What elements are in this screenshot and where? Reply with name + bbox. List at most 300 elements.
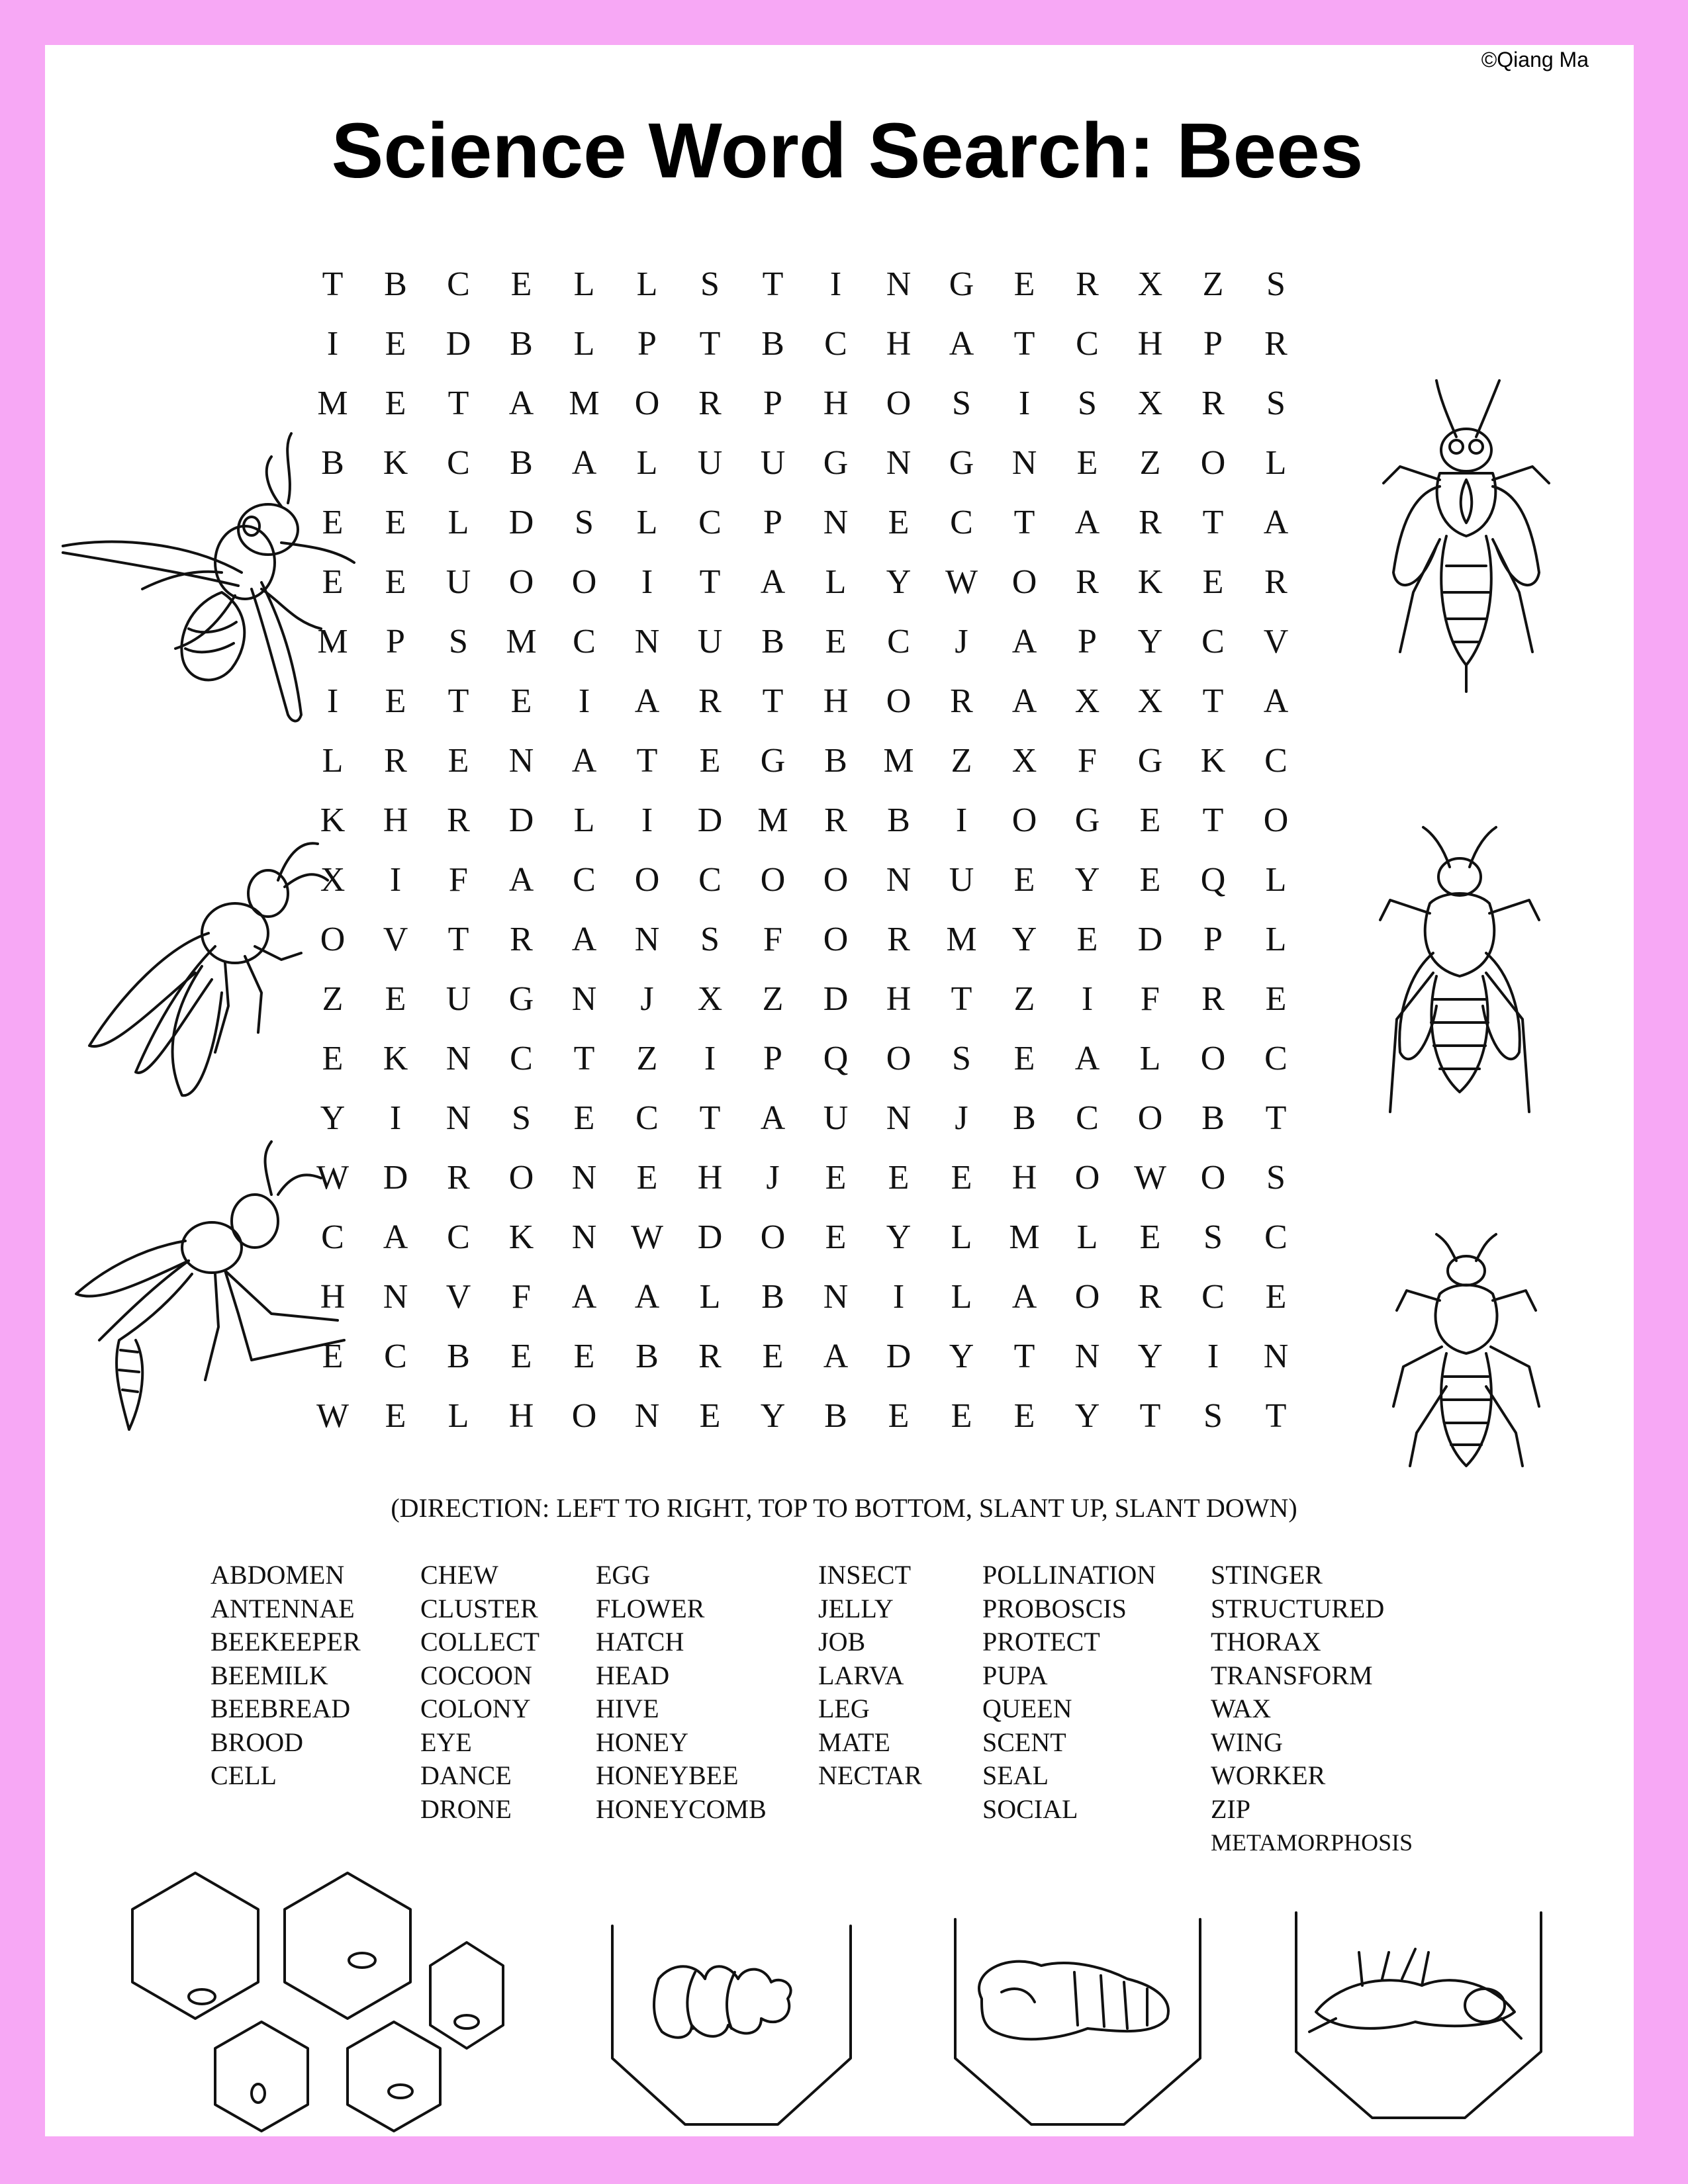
grid-letter: G (949, 444, 974, 482)
grid-letter: E (762, 1338, 784, 1375)
grid-row (301, 1267, 1307, 1327)
grid-letter: E (888, 1159, 910, 1197)
grid-letter: O (1011, 563, 1037, 601)
grid-letter: L (322, 742, 344, 780)
grid-letter: I (704, 1040, 716, 1077)
grid-letter: S (1266, 1159, 1286, 1197)
grid-letter: P (763, 385, 782, 422)
grid-letter: O (1200, 1040, 1226, 1077)
grid-letter: O (1074, 1159, 1100, 1197)
page-title: Science Word Search: Bees (331, 107, 1364, 195)
grid-letter: H (697, 1159, 723, 1197)
word-list-item: COLONY (420, 1694, 531, 1723)
grid-letter: C (573, 861, 596, 899)
grid-row (301, 672, 1307, 731)
grid-letter: L (1265, 444, 1287, 482)
grid-letter: O (760, 861, 786, 899)
grid-letter: O (1200, 444, 1226, 482)
grid-letter: L (447, 504, 469, 541)
grid-letter: Y (949, 1338, 974, 1375)
word-list-item: DANCE (420, 1760, 512, 1790)
grid-letter: P (1203, 325, 1223, 363)
grid-letter: W (316, 1159, 350, 1197)
wasp-illustration-left-top (63, 430, 367, 741)
grid-letter: Q (1200, 861, 1226, 899)
grid-letter: M (946, 921, 977, 958)
grid-letter: X (1074, 682, 1100, 720)
grid-letter: S (449, 623, 468, 660)
grid-letter: L (636, 444, 658, 482)
queen-bee-illustration-right-top (1374, 374, 1559, 711)
grid-letter: P (1203, 921, 1223, 958)
grid-letter: R (1264, 563, 1288, 601)
grid-letter: O (634, 385, 660, 422)
grid-letter: I (389, 861, 402, 899)
grid-letter: X (1011, 742, 1037, 780)
grid-letter: R (1264, 325, 1288, 363)
grid-letter: I (892, 1278, 905, 1316)
grid-letter: C (887, 623, 910, 660)
grid-letter: U (697, 623, 723, 660)
grid-letter: A (1011, 623, 1037, 660)
grid-row (301, 374, 1307, 433)
grid-row (301, 731, 1307, 791)
grid-letter: E (573, 1338, 595, 1375)
grid-letter: I (955, 801, 968, 839)
grid-letter: E (1202, 563, 1224, 601)
grid-letter: E (447, 742, 469, 780)
grid-letter: E (1265, 1278, 1287, 1316)
word-list-item: EGG (596, 1560, 651, 1590)
grid-letter: A (1263, 504, 1289, 541)
grid-letter: E (1139, 801, 1161, 839)
grid-letter: R (1076, 265, 1099, 303)
grid-letter: E (510, 1338, 532, 1375)
grid-letter: E (636, 1159, 658, 1197)
grid-letter: T (699, 563, 721, 601)
grid-letter: U (697, 444, 723, 482)
grid-letter: W (945, 563, 978, 601)
grid-letter: J (640, 980, 654, 1018)
grid-letter: O (1137, 1099, 1163, 1137)
word-list-item: SCENT (982, 1727, 1066, 1757)
grid-letter: O (634, 861, 660, 899)
grid-letter: G (949, 265, 974, 303)
grid-letter: B (824, 1397, 847, 1435)
grid-letter: A (571, 921, 597, 958)
grid-row (301, 1089, 1307, 1148)
grid-letter: X (1137, 385, 1163, 422)
grid-letter: S (952, 385, 971, 422)
grid-letter: Y (886, 563, 912, 601)
grid-letter: E (1076, 921, 1098, 958)
grid-letter: L (573, 265, 595, 303)
grid-letter: T (322, 265, 344, 303)
grid-letter: N (445, 1099, 471, 1137)
word-list-item: METAMORPHOSIS (1211, 1829, 1413, 1856)
grid-letter: D (886, 1338, 912, 1375)
grid-letter: W (630, 1218, 664, 1256)
word-list-item: COLLECT (420, 1627, 539, 1657)
grid-row (301, 1327, 1307, 1387)
word-list-column (818, 1559, 922, 1793)
grid-letter: B (384, 265, 407, 303)
grid-letter: C (950, 504, 973, 541)
grid-letter: R (698, 385, 722, 422)
grid-letter: O (886, 385, 912, 422)
grid-letter: E (1139, 861, 1161, 899)
grid-letter: C (510, 1040, 533, 1077)
grid-letter: M (506, 623, 537, 660)
grid-letter: X (320, 861, 346, 899)
grid-letter: E (951, 1397, 972, 1435)
word-list-item: FLOWER (596, 1593, 705, 1623)
grid-letter: B (510, 325, 533, 363)
grid-letter: R (950, 682, 973, 720)
grid-letter: T (447, 682, 469, 720)
grid-letter: Z (762, 980, 784, 1018)
grid-letter: A (571, 1278, 597, 1316)
grid-letter: Y (320, 1099, 346, 1137)
grid-letter: O (886, 1040, 912, 1077)
grid-letter: I (641, 563, 653, 601)
grid-letter: C (447, 265, 470, 303)
grid-letter: F (512, 1278, 531, 1316)
grid-letter: T (762, 682, 784, 720)
grid-letter: I (326, 682, 339, 720)
word-list-item: JOB (818, 1627, 866, 1657)
grid-letter: E (1076, 444, 1098, 482)
word-list-item: TRANSFORM (1211, 1660, 1373, 1690)
grid-letter: H (383, 801, 408, 839)
grid-letter: N (886, 265, 912, 303)
grid-letter: T (1202, 801, 1224, 839)
word-list-item: BEEBREAD (211, 1694, 351, 1723)
grid-letter: P (637, 325, 657, 363)
word-list-item: STINGER (1211, 1560, 1323, 1590)
grid-letter: C (321, 1218, 344, 1256)
grid-letter: G (823, 444, 849, 482)
grid-letter: L (1139, 1040, 1161, 1077)
grid-letter: O (760, 1218, 786, 1256)
grid-row (301, 970, 1307, 1029)
grid-letter: S (575, 504, 594, 541)
grid-letter: E (510, 682, 532, 720)
grid-letter: N (634, 1397, 660, 1435)
grid-letter: E (322, 1040, 344, 1077)
grid-letter: D (508, 504, 534, 541)
grid-letter: O (1011, 801, 1037, 839)
grid-letter: E (510, 265, 532, 303)
grid-letter: E (1013, 861, 1035, 899)
grid-letter: N (383, 1278, 408, 1316)
grid-letter: R (447, 801, 470, 839)
grid-letter: A (571, 742, 597, 780)
grid-letter: A (1011, 1278, 1037, 1316)
grid-letter: P (763, 1040, 782, 1077)
emerging-bee-cell-illustration (1296, 1913, 1541, 2124)
grid-letter: A (383, 1218, 408, 1256)
grid-letter: N (1263, 1338, 1289, 1375)
word-list-item: ABDOMEN (211, 1560, 345, 1590)
grid-letter: C (1201, 623, 1225, 660)
grid-letter: O (823, 921, 849, 958)
grid-letter: C (384, 1338, 407, 1375)
grid-letter: C (1264, 1040, 1288, 1077)
grid-letter: R (887, 921, 910, 958)
grid-letter: O (823, 861, 849, 899)
grid-letter: U (760, 444, 786, 482)
grid-letter: H (1137, 325, 1163, 363)
grid-letter: E (385, 980, 406, 1018)
grid-letter: D (823, 980, 849, 1018)
word-list-item: DRONE (420, 1794, 512, 1824)
grid-letter: H (886, 980, 912, 1018)
grid-letter: X (697, 980, 723, 1018)
grid-row (301, 910, 1307, 970)
grid-row (301, 1208, 1307, 1267)
grid-letter: B (447, 1338, 470, 1375)
direction-instructions: (DIRECTION: LEFT TO RIGHT, TOP TO BOTTOM, SLANT UP, SLANT DOWN) (391, 1493, 1297, 1523)
word-list-item: HATCH (596, 1627, 684, 1657)
grid-letter: E (322, 1338, 344, 1375)
word-list-item: HONEY (596, 1727, 688, 1757)
word-list-item: NECTAR (818, 1760, 922, 1790)
grid-letter: H (320, 1278, 346, 1316)
grid-letter: K (383, 1040, 408, 1077)
word-list-column (1211, 1559, 1413, 1860)
grid-letter: P (386, 623, 405, 660)
grid-letter: E (322, 563, 344, 601)
word-list-column (211, 1559, 361, 1793)
grid-letter: K (508, 1218, 534, 1256)
grid-letter: C (1264, 1218, 1288, 1256)
grid-letter: H (1011, 1159, 1037, 1197)
grid-letter: C (1076, 1099, 1099, 1137)
grid-letter: I (641, 801, 653, 839)
grid-letter: Z (1139, 444, 1161, 482)
grid-letter: X (1137, 682, 1163, 720)
grid-letter: T (1013, 504, 1035, 541)
grid-letter: F (1078, 742, 1097, 780)
grid-letter: T (1013, 1338, 1035, 1375)
grid-row (301, 255, 1307, 314)
grid-letter: B (761, 1278, 784, 1316)
grid-row (301, 612, 1307, 672)
grid-letter: A (1074, 504, 1100, 541)
grid-letter: K (320, 801, 346, 839)
grid-letter: A (1263, 682, 1289, 720)
word-list-item: BROOD (211, 1727, 304, 1757)
grid-letter: Z (1202, 265, 1224, 303)
grid-letter: P (763, 504, 782, 541)
grid-letter: E (385, 1397, 406, 1435)
grid-letter: T (1202, 682, 1224, 720)
grid-letter: E (385, 682, 406, 720)
grid-letter: R (1139, 504, 1162, 541)
grid-letter: B (824, 742, 847, 780)
grid-letter: S (512, 1099, 531, 1137)
word-list-item: COCOON (420, 1660, 532, 1690)
grid-row (301, 433, 1307, 493)
grid-letter: L (1265, 921, 1287, 958)
grid-letter: L (636, 504, 658, 541)
grid-letter: L (573, 325, 595, 363)
grid-letter: B (761, 325, 784, 363)
word-list-column (420, 1559, 539, 1826)
grid-letter: B (510, 444, 533, 482)
grid-letter: E (1013, 1040, 1035, 1077)
word-list-item: HONEYBEE (596, 1760, 739, 1790)
bee-illustration-right-middle (1370, 821, 1549, 1125)
grid-letter: L (636, 265, 658, 303)
grid-letter: U (949, 861, 974, 899)
grid-letter: T (447, 385, 469, 422)
grid-letter: R (510, 921, 533, 958)
grid-letter: Q (823, 1040, 849, 1077)
grid-letter: K (1137, 563, 1163, 601)
grid-letter: A (1011, 682, 1037, 720)
grid-letter: V (445, 1278, 471, 1316)
grid-letter: A (760, 1099, 786, 1137)
grid-letter: M (569, 385, 600, 422)
word-list-item: WAX (1211, 1694, 1272, 1723)
grid-letter: N (1011, 444, 1037, 482)
grid-letter: S (1078, 385, 1097, 422)
grid-letter: I (1018, 385, 1031, 422)
grid-letter: M (317, 623, 348, 660)
word-list-item: JELLY (818, 1593, 894, 1623)
grid-letter: C (698, 504, 722, 541)
grid-letter: T (762, 265, 784, 303)
word-list-item: MATE (818, 1727, 890, 1757)
word-list-item: BEEKEEPER (211, 1627, 361, 1657)
grid-letter: R (1139, 1278, 1162, 1316)
grid-letter: F (1141, 980, 1160, 1018)
word-list-column (596, 1559, 767, 1826)
grid-letter: T (1013, 325, 1035, 363)
word-list-item: PUPA (982, 1660, 1048, 1690)
grid-letter: L (825, 563, 847, 601)
grid-letter: W (316, 1397, 350, 1435)
grid-letter: N (508, 742, 534, 780)
grid-letter: S (700, 921, 720, 958)
grid-letter: T (699, 325, 721, 363)
grid-letter: B (1201, 1099, 1225, 1137)
word-list-item: WORKER (1211, 1760, 1326, 1790)
grid-letter: G (1137, 742, 1163, 780)
grid-letter: C (824, 325, 847, 363)
grid-letter: C (1076, 325, 1099, 363)
grid-letter: N (571, 980, 597, 1018)
grid-letter: U (823, 1099, 849, 1137)
grid-letter: C (447, 444, 470, 482)
grid-letter: N (571, 1159, 597, 1197)
grid-letter: T (636, 742, 658, 780)
grid-letter: G (508, 980, 534, 1018)
grid-row (301, 314, 1307, 374)
grid-letter: C (1201, 1278, 1225, 1316)
grid-letter: C (447, 1218, 470, 1256)
grid-letter: I (326, 325, 339, 363)
grid-letter: L (699, 1278, 721, 1316)
grid-letter: Z (1013, 980, 1035, 1018)
grid-letter: D (697, 801, 723, 839)
word-list-item: HIVE (596, 1694, 659, 1723)
grid-letter: N (886, 1099, 912, 1137)
grid-letter: Y (886, 1218, 912, 1256)
grid-letter: I (389, 1099, 402, 1137)
grid-letter: L (1265, 861, 1287, 899)
word-list-item: CHEW (420, 1560, 498, 1590)
grid-letter: G (760, 742, 786, 780)
grid-letter: E (385, 563, 406, 601)
grid-letter: H (823, 385, 849, 422)
grid-letter: U (445, 980, 471, 1018)
grid-letter: R (1201, 385, 1225, 422)
grid-letter: Y (760, 1397, 786, 1435)
wasp-illustration-left-bottom (73, 1142, 351, 1433)
grid-letter: B (1013, 1099, 1036, 1137)
grid-letter: I (1207, 1338, 1219, 1375)
grid-letter: J (955, 1099, 968, 1137)
grid-letter: F (449, 861, 468, 899)
word-list-item: CELL (211, 1760, 277, 1790)
grid-letter: D (1137, 921, 1163, 958)
grid-letter: B (887, 801, 910, 839)
word-list-item: SEAL (982, 1760, 1049, 1790)
grid-letter: P (1078, 623, 1097, 660)
grid-letter: E (385, 325, 406, 363)
grid-letter: U (445, 563, 471, 601)
word-list-item: WING (1211, 1727, 1283, 1757)
grid-letter: R (1201, 980, 1225, 1018)
grid-letter: O (508, 1159, 534, 1197)
grid-letter: T (699, 1099, 721, 1137)
word-list-item: QUEEN (982, 1694, 1072, 1723)
larva-cell-illustration (612, 1926, 851, 2131)
grid-letter: R (698, 1338, 722, 1375)
grid-letter: B (761, 623, 784, 660)
grid-row (301, 1148, 1307, 1208)
grid-letter: R (824, 801, 847, 839)
grid-letter: J (955, 623, 968, 660)
grid-row (301, 850, 1307, 910)
grid-letter: D (508, 801, 534, 839)
grid-letter: E (699, 742, 721, 780)
grid-letter: Z (951, 742, 972, 780)
grid-letter: T (1139, 1397, 1161, 1435)
grid-letter: G (1074, 801, 1100, 839)
grid-letter: N (823, 504, 849, 541)
word-search-grid (301, 255, 1307, 1446)
grid-letter: E (573, 1099, 595, 1137)
pupa-cell-illustration (955, 1919, 1200, 2131)
grid-letter: T (1265, 1397, 1287, 1435)
grid-letter: Z (322, 980, 344, 1018)
word-list-column (982, 1559, 1156, 1826)
grid-letter: E (825, 1218, 847, 1256)
grid-letter: N (634, 623, 660, 660)
grid-letter: R (447, 1159, 470, 1197)
grid-letter: B (635, 1338, 659, 1375)
grid-letter: E (1013, 1397, 1035, 1435)
word-list-item: SOCIAL (982, 1794, 1078, 1824)
grid-letter: Y (1137, 623, 1163, 660)
grid-letter: I (1081, 980, 1094, 1018)
grid-letter: N (634, 921, 660, 958)
grid-letter: E (951, 1159, 972, 1197)
